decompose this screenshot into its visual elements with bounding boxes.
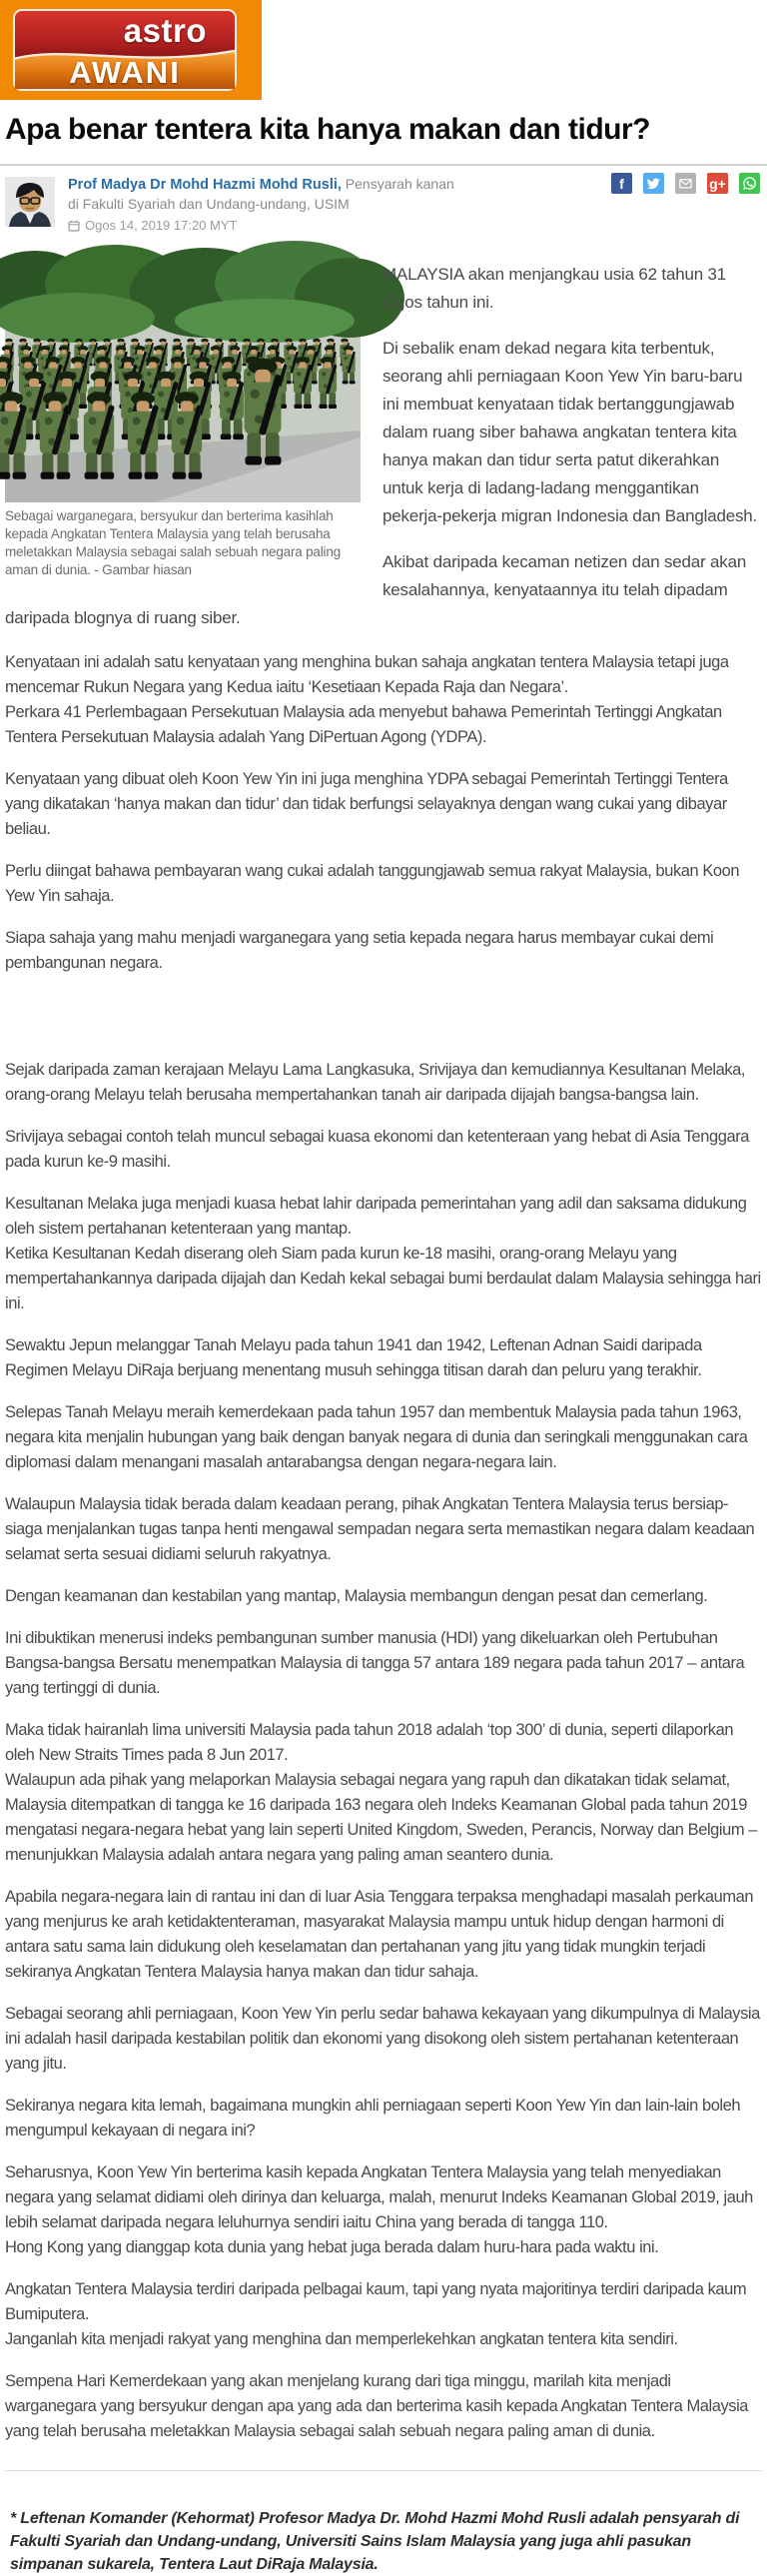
- body-paragraph: Angkatan Tentera Malaysia terdiri daripada pelbagai kaum, tapi yang nyata majoritinya terdiri daripada kaum Bumiputera.: [5, 2280, 747, 2323]
- article-figure: [5, 263, 361, 579]
- author-name-link[interactable]: Prof Madya Dr Mohd Hazmi Mohd Rusli,: [68, 177, 342, 193]
- intro-paragraph: Akibat daripada kecaman netizen dan sedar akan kesalahannya, kenyataannya itu telah dipadam daripada blognya di ruang siber.: [5, 552, 747, 627]
- whatsapp-icon[interactable]: [739, 173, 760, 194]
- body-paragraph: Walaupun Malaysia tidak berada dalam keadaan perang, pihak Angkatan Tentera Malaysia terus bersiap-siaga menjalankan tugas tanpa henti mengawal sempadan negara serta memastikan negara dalam keadaan selamat serta sesuai didiami seluruh rakyatnya.: [5, 1495, 755, 1563]
- logo-word-awani: AWANI: [69, 55, 181, 90]
- article-body: [5, 650, 762, 2444]
- body-paragraph: Sejak daripada zaman kerajaan Melayu Lama Langkasuka, Srivijaya dan kemudiannya Kesultanan Melaka, orang-orang Melayu telah berusaha mempertahankan tanah air daripada dijajah bangsa-bangsa lain.: [5, 1061, 746, 1104]
- article-content: [0, 261, 767, 2576]
- author-footnote: * Leftenan Komander (Kehormat) Profesor Madya Dr. Mohd Hazmi Mohd Rusli adalah pensyarah di Fakulti Syariah dan Undang-undang, Universiti Sains Islam Malaysia yang juga ahli pasukan simpanan sukarela, Tentera Laut DiRaja Malaysia.: [10, 2510, 740, 2573]
- googleplus-icon[interactable]: g+: [707, 173, 728, 194]
- body-paragraph: Ketika Kesultanan Kedah diserang oleh Siam pada kurun ke-18 masihi, orang-orang Melayu yang mempertahankannya daripada dijajah dan Kedah kekal sebagai bumi berdaulat dalam Malaysia sehingga hari ini.: [5, 1245, 761, 1312]
- body-paragraph: Maka tidak hairanlah lima universiti Malaysia pada tahun 2018 adalah ‘top 300’ di dunia, seperti dilaporkan oleh New Straits Times pada 8 Jun 2017.: [5, 1721, 734, 1764]
- body-paragraph: Sewaktu Jepun melanggar Tanah Melayu pada tahun 1941 dan 1942, Leftenan Adnan Saidi daripada Regimen Melayu DiRaja berjuang menentang musuh sehingga titisan darah dan peluru yang terakhir.: [5, 1336, 702, 1379]
- share-bar: [611, 173, 760, 194]
- byline: [0, 166, 767, 251]
- body-paragraph: Hong Kong yang dianggap kota dunia yang hebat juga berada dalam huru-hara pada waktu ini.: [5, 2238, 659, 2256]
- body-paragraph: Siapa sahaja yang mahu menjadi warganegara yang setia kepada negara harus membayar cukai demi pembangunan negara.: [5, 929, 714, 972]
- logo-word-astro: astro: [123, 12, 207, 49]
- body-paragraph: Kesultanan Melaka juga menjadi kuasa hebat lahir daripada pemerintahan yang adil dan saksama didukung oleh sistem pertahanan ketenteraan yang mantap.: [5, 1195, 747, 1238]
- body-paragraph: Walaupun ada pihak yang melaporkan Malaysia sebagai negara yang rapuh dan dikatakan tidak selamat, Malaysia ditempatkan di tangga ke 16 daripada 163 negara oleh Indeks Keamanan Global pada tahun 2019 mengatasi negara-negara hebat yang lain seperti United Kingdom, Sweden, Perancis, Norway dan Belgium – menunjukkan Malaysia adalah antara negara yang paling aman seantero dunia.: [5, 1771, 757, 1864]
- author-description: Pensyarah kanan di Fakulti Syariah dan Undang-undang, USIM: [68, 176, 454, 212]
- article-intro: [5, 261, 762, 632]
- photo-caption: Sebagai warganegara, bersyukur dan berterima kasihlah kepada Angkatan Tentera Malaysia yang telah berusaha meletakkan Malaysia sebagai salah sebuah negara paling aman di dunia. - Gambar hiasan: [5, 508, 341, 577]
- author-avatar: [5, 177, 55, 227]
- body-paragraph: Sekiranya negara kita lemah, bagaimana mungkin ahli perniagaan seperti Koon Yew Yin dan lain-lain boleh mengumpul kekayaan di negara ini?: [5, 2097, 741, 2140]
- body-paragraph: Janganlah kita menjadi rakyat yang menghina dan memperlekehkan angkatan tentera kita sendiri.: [5, 2330, 678, 2348]
- body-paragraph: Perlu diingat bahawa pembayaran wang cukai adalah tanggungjawab semua rakyat Malaysia, bukan Koon Yew Yin sahaja.: [5, 862, 740, 905]
- body-paragraph: Kenyataan yang dibuat oleh Koon Yew Yin ini juga menghina YDPA sebagai Pemerintah Tertinggi Tentera yang dikatakan ‘hanya makan dan tidur’ dan tidak berfungsi selayaknya dengan wang cukai yang dibayar beliau.: [5, 770, 728, 838]
- header-banner: [0, 0, 262, 100]
- email-icon[interactable]: [675, 173, 696, 194]
- body-paragraph: Kenyataan ini adalah satu kenyataan yang menghina bukan sahaja angkatan tentera Malaysia tetapi juga mencemar Rukun Negara yang Kedua iaitu ‘Kesetiaan Kepada Raja dan Negara’.: [5, 653, 729, 696]
- body-paragraph: Sebagai seorang ahli perniagaan, Koon Yew Yin perlu sedar bahawa kekayaan yang dikumpulnya di Malaysia ini adalah hasil daripada kestabilan politik dan ekonomi yang disokong oleh sistem pertahanan ketenteraan yang jitu.: [5, 2005, 760, 2073]
- intro-paragraph: Di sebalik enam dekad negara kita terbentuk, seorang ahli perniagaan Koon Yew Yin baru-baru ini membuat kenyataan tidak bertanggungjawab dalam ruang siber bahawa angkatan tentera kita hanya makan dan tidur serta patut dikerahkan untuk kerja di ladang-ladang menggantikan pekerja-pekerja migran Indonesia dan Bangladesh.: [383, 339, 758, 525]
- footer-divider: [5, 2470, 762, 2471]
- publish-date-row: [68, 218, 762, 233]
- body-paragraph: Ini dibuktikan menerusi indeks pembangunan sumber manusia (HDI) yang dikeluarkan oleh Pertubuhan Bangsa-bangsa Bersatu menempatkan Malaysia di tangga 57 antara 189 negara pada tahun 2017 – antara yang tertinggi di dunia.: [5, 1629, 745, 1697]
- body-paragraph: Selepas Tanah Melayu meraih kemerdekaan pada tahun 1957 dan membentuk Malaysia pada tahun 1963, negara kita menjalin hubungan yang baik dengan banyak negara di dunia dan seringkali menggunakan cara diplomasi dalam menangani masalah antarabangsa dengan negara-negara lain.: [5, 1403, 748, 1471]
- body-paragraph: Apabila negara-negara lain di rantau ini dan di luar Asia Tenggara terpaksa menghadapi masalah perkauman yang menjurus ke arah ketidaktenteraman, masyarakat Malaysia mampu untuk hidup dengan harmoni di antara satu sama lain didukung oleh keselamatan dan pertahanan yang jitu yang tidak mungkin terjadi sekiranya Angkatan Tentera Malaysia hanya makan dan tidur sahaja.: [5, 1888, 754, 1981]
- twitter-icon[interactable]: [643, 173, 664, 194]
- calendar-icon: [68, 220, 80, 232]
- page-title: Apa benar tentera kita hanya makan dan tidur?: [5, 113, 651, 146]
- body-paragraph: Srivijaya sebagai contoh telah muncul sebagai kuasa ekonomi dan ketenteraan yang hebat di Asia Tenggara pada kurun ke-9 masihi.: [5, 1128, 749, 1171]
- body-paragraph: Sempena Hari Kemerdekaan yang akan menjelang kurang dari tiga minggu, marilah kita menjadi warganegara yang bersyukur dengan apa yang ada dan berterima kasih kepada Angkatan Tentera Malaysia yang telah berusaha meletakkan Malaysia sebagai salah sebuah negara paling aman di dunia.: [5, 2372, 749, 2440]
- body-paragraph: Perkara 41 Perlembagaan Persekutuan Malaysia ada menyebut bahawa Pemerintah Tertinggi Angkatan Tentera Persekutuan Malaysia adalah Yang DiPertuan Agong (YDPA).: [5, 703, 722, 746]
- publish-date: Ogos 14, 2019 17:20 MYT: [85, 218, 238, 233]
- author-line: [68, 175, 467, 214]
- soldiers-parade-photo: [5, 263, 361, 502]
- facebook-icon[interactable]: f: [611, 173, 632, 194]
- body-paragraph: Seharusnya, Koon Yew Yin berterima kasih kepada Angkatan Tentera Malaysia yang telah menyediakan negara yang selamat didiami oleh dirinya dan keluarga, malah, menurut Indeks Keamanan Global 2019, jauh lebih selamat daripada negara leluhurnya sendiri iaitu China yang berada di tangga 110.: [5, 2163, 753, 2231]
- astro-awani-logo[interactable]: [13, 9, 237, 91]
- body-paragraph: Dengan keamanan dan kestabilan yang mantap, Malaysia membangun dengan pesat dan cemerlang.: [5, 1587, 708, 1605]
- intro-paragraph: MALAYSIA akan menjangkau usia 62 tahun 31 Ogos tahun ini.: [383, 265, 727, 312]
